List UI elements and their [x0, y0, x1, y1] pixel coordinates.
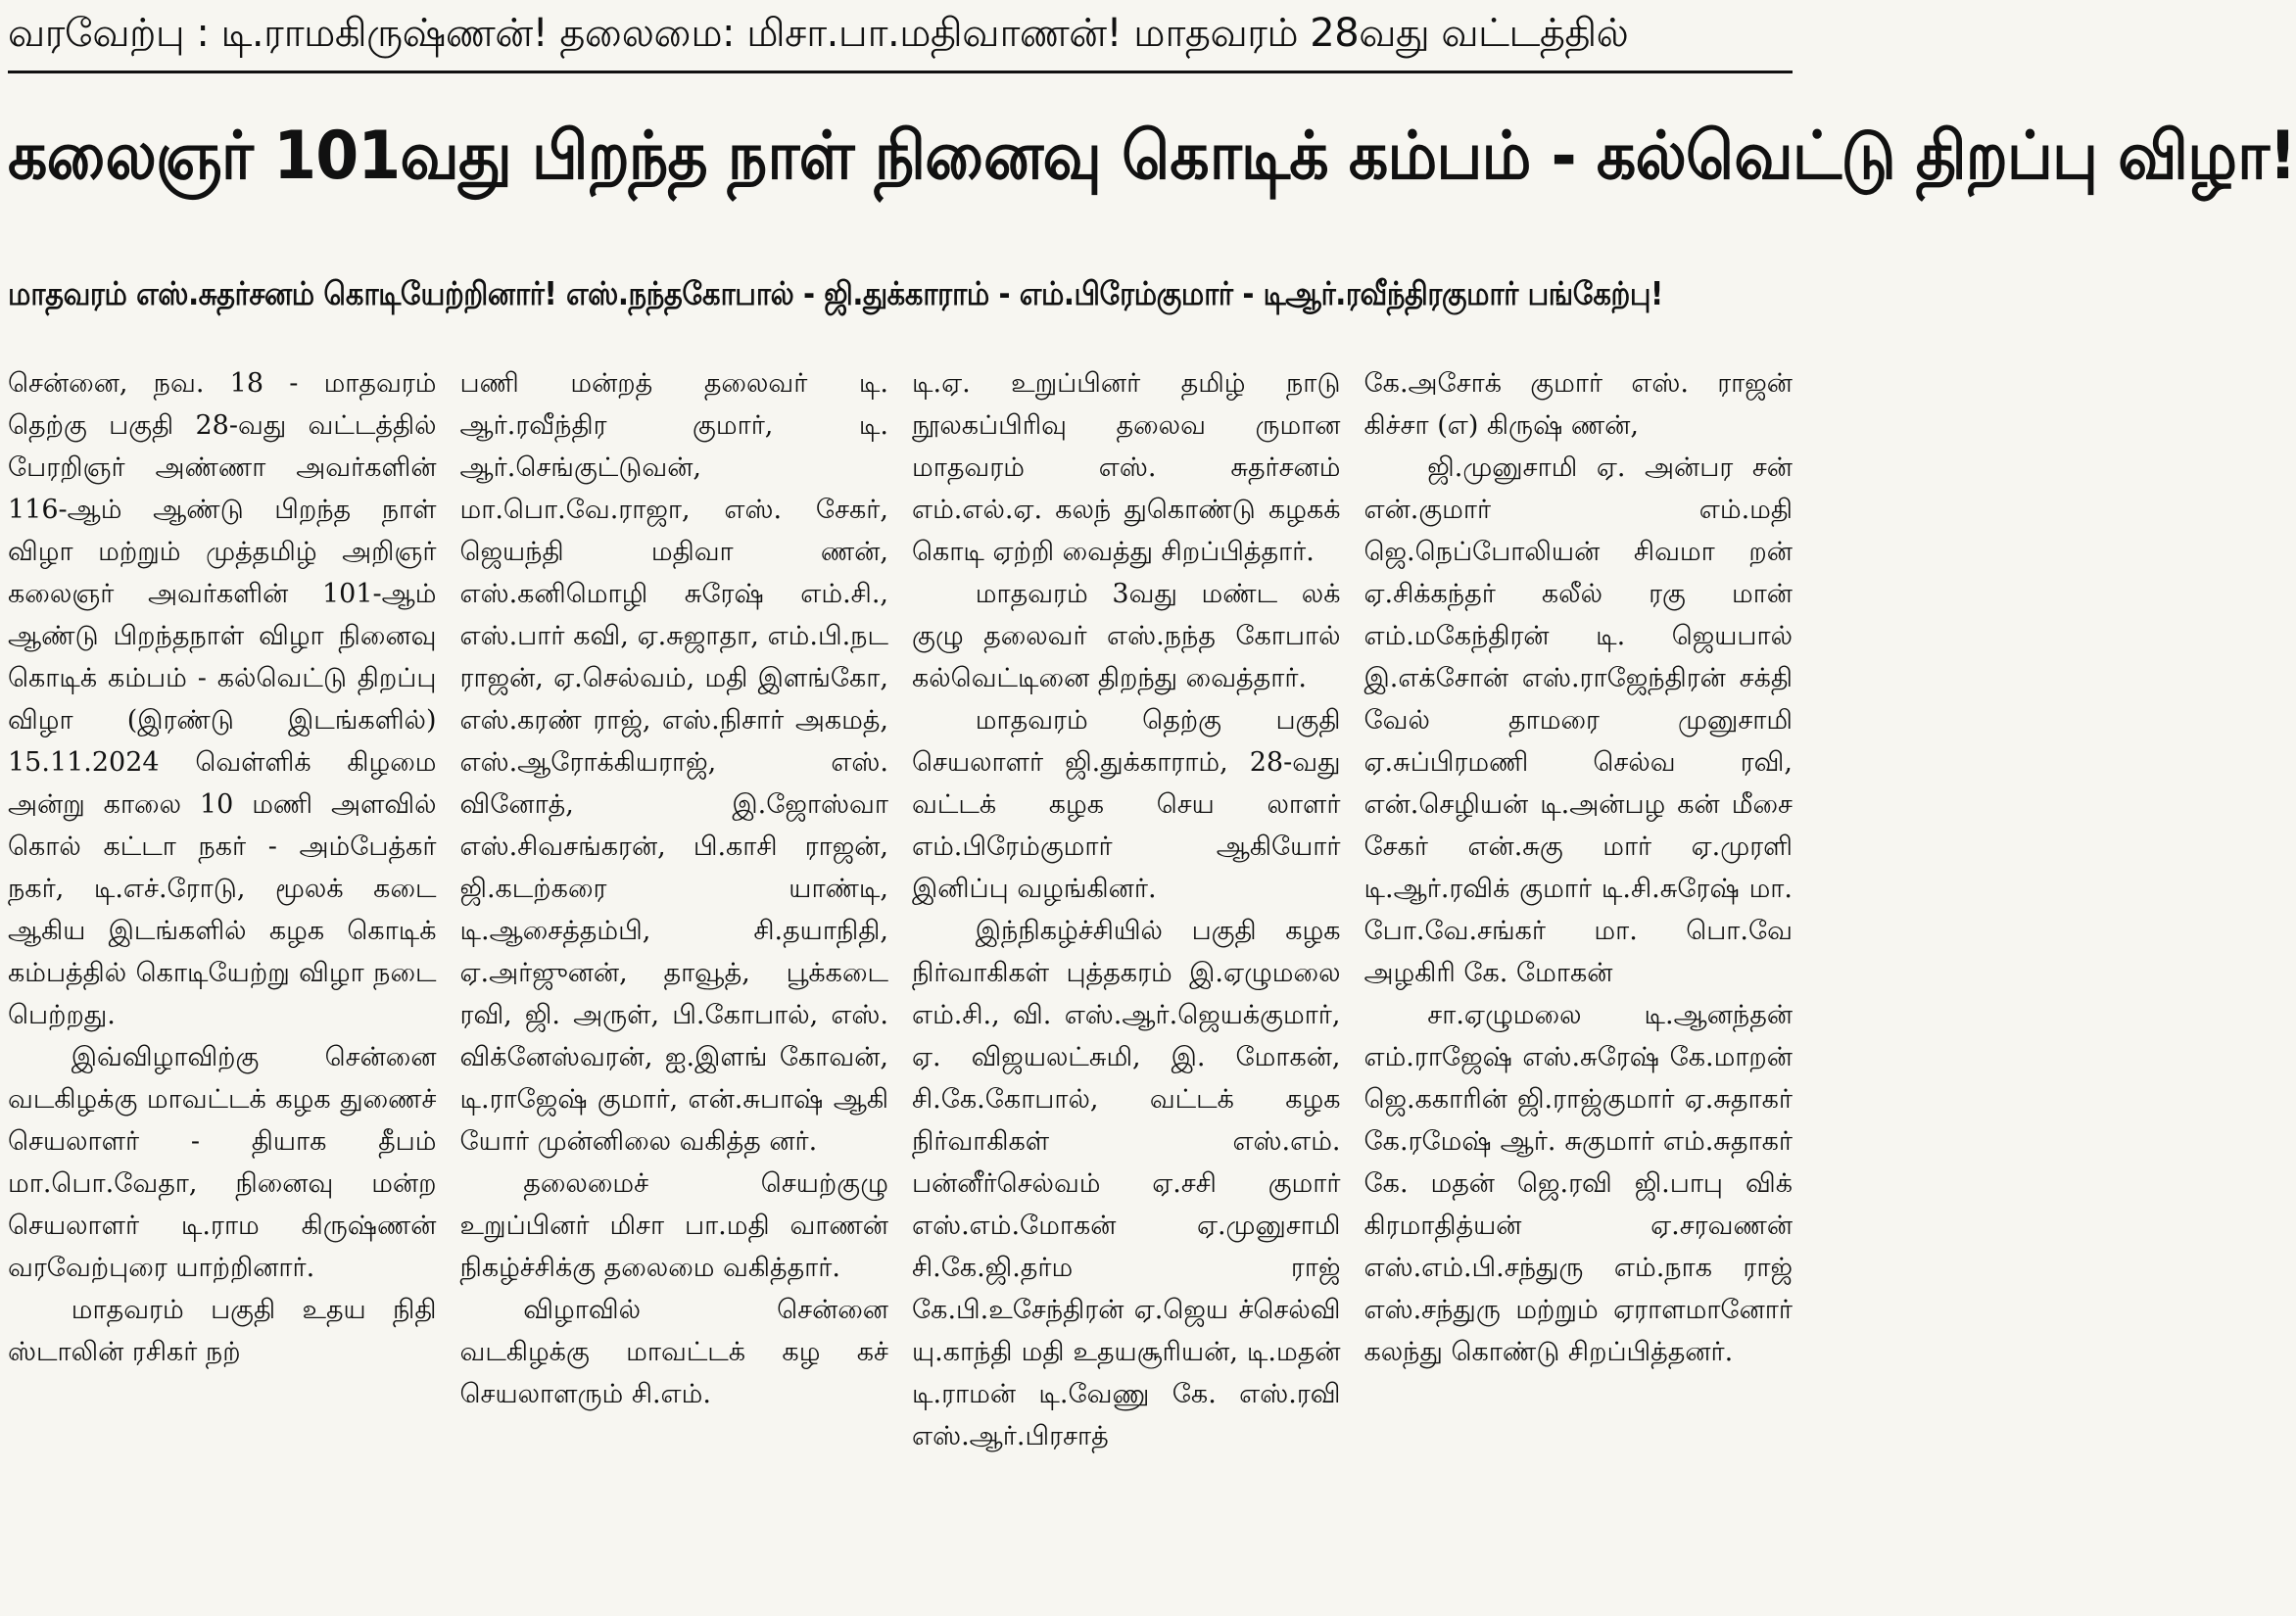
subheadline: மாதவரம் எஸ்.சுதர்சனம் கொடியேற்றினார்! எஸ்.நந்தகோபால் - ஜி.துக்காராம் - எம்.பிரேம்குமார் - டிஆர்.ரவீந்திரகுமார் பங்கேற்பு!: [8, 274, 1663, 312]
paragraph: தலைமைச் செயற்குழு உறுப்பினர் மிசா பா.மதி வாணன் நிகழ்ச்சிக்கு தலைமை வகித்தார்.: [459, 1168, 888, 1283]
headline: கலைஞர் 101வது பிறந்த நாள் நினைவு கொடிக் கம்பம் - கல்வெட்டு திறப்பு விழா!: [8, 118, 2296, 195]
paragraph: இந்நிகழ்ச்சியில் பகுதி கழக நிர்வாகிகள் புத்தகரம் இ.ஏழுமலை எம்.சி., வி. எஸ்.ஆர்.ஜெயக்குமார், ஏ. விஜயலட்சுமி, இ. மோகன், சி.கே.கோபால், வட்டக் கழக நிர்வாகிகள் எஸ்.எம். பன்னீர்செல்வம் ஏ.சசி குமார் எஸ்.எம்.மோகன் ஏ.முனுசாமி சி.கே.ஜி.தர்ம ராஜ் கே.பி.உசேந்திரன் ஏ.ஜெய ச்செல்வி யு.காந்தி மதி உதயசூரியன், டி.மதன் டி.ராமன் டி.வேணு கே. எஸ்.ரவி எஸ்.ஆர்.பிரசாத்: [912, 916, 1341, 1451]
paragraph: பணி மன்றத் தலைவர் டி. ஆர்.ரவீந்திர குமார், டி. ஆர்.செங்குட்டுவன், மா.பொ.வே.ராஜா, எஸ். சேகர், ஜெயந்தி மதிவா ணன், எஸ்.கனிமொழி சுரேஷ் எம்.சி., எஸ்.பார் கவி, ஏ.சுஜாதா, எம்.பி.நட ராஜன், ஏ.செல்வம், மதி இளங்கோ, எஸ்.கரண் ராஜ், எஸ்.நிசார் அகமத், எஸ்.ஆரோக்கியராஜ், எஸ். வினோத், இ.ஜோஸ்வா எஸ்.சிவசங்கரன், பி.காசி ராஜன், ஜி.கடற்கரை யாண்டி, டி.ஆசைத்தம்பி, சி.தயாநிதி, ஏ.அர்ஜுனன், தாவூத், பூக்கடை ரவி, ஜி. அருள், பி.கோபால், எஸ். விக்னேஸ்வரன், ஐ.இளங் கோவன், டி.ராஜேஷ் குமார், என்.சுபாஷ் ஆகி யோர் முன்னிலை வகித்த னர்.: [459, 368, 888, 1157]
kicker-line: வரவேற்பு : டி.ராமகிருஷ்ணன்! தலைமை: மிசா.பா.மதிவாணன்! மாதவரம் 28வது வட்டத்தில்: [8, 11, 1629, 56]
paragraph: மாதவரம் பகுதி உதய நிதி ஸ்டாலின் ரசிகர் நற்: [8, 1295, 437, 1367]
article-body: [8, 362, 1793, 1611]
article-column-3: [912, 362, 1341, 1611]
paragraph: கே.அசோக் குமார் எஸ். ராஜன் கிச்சா (எ) கிருஷ் ணன்,: [1363, 368, 1793, 441]
paragraph: சா.ஏழுமலை டி.ஆனந்தன் எம்.ராஜேஷ் எஸ்.சுரேஷ் கே.மாறன் ஜெ.ககாரின் ஜி.ராஜ்குமார் ஏ.சுதாகர் கே.ரமேஷ் ஆர். சுகுமார் எம்.சுதாகர் கே. மதன் ஜெ.ரவி ஜி.பாபு விக் கிரமாதித்யன் ஏ.சரவணன் எஸ்.எம்.பி.சந்துரு எம்.நாக ராஜ் எஸ்.சந்துரு மற்றும் ஏராளமானோர் கலந்து கொண்டு சிறப்பித்தனர்.: [1363, 1000, 1793, 1367]
paragraph: மாதவரம் தெற்கு பகுதி செயலாளர் ஜி.துக்காராம், 28-வது வட்டக் கழக செய லாளர் எம்.பிரேம்குமார் ஆகியோர் இனிப்பு வழங்கினர்.: [912, 705, 1341, 904]
paragraph: ஜி.முனுசாமி ஏ. அன்பர சன் என்.குமார் எம்.மதி ஜெ.நெப்போலியன் சிவமா றன் ஏ.சிக்கந்தர் கலீல் ரகு மான் எம்.மகேந்திரன் டி. ஜெயபால் இ.எக்சோன் எஸ்.ராஜேந்திரன் சக்தி வேல் தாமரை முனுசாமி ஏ.சுப்பிரமணி செல்வ ரவி, என்.செழியன் டி.அன்பழ கன் மீசை சேகர் என்.சுகு மார் ஏ.முரளி டி.ஆர்.ரவிக் குமார் டி.சி.சுரேஷ் மா. போ.வே.சங்கர் மா. பொ.வே அழகிரி கே. மோகன்: [1363, 452, 1793, 988]
kicker-rule: [8, 71, 1793, 73]
paragraph: டி.ஏ. உறுப்பினர் தமிழ் நாடு நூலகப்பிரிவு தலைவ ருமான மாதவரம் எஸ். சுதர்சனம் எம்.எல்.ஏ. கலந் துகொண்டு கழகக் கொடி ஏற்றி வைத்து சிறப்பித்தார்.: [912, 368, 1341, 567]
article-column-1: [8, 362, 437, 1611]
paragraph: இவ்விழாவிற்கு சென்னை வடகிழக்கு மாவட்டக் கழக துணைச் செயலாளர் - தியாக தீபம் மா.பொ.வேதா, நினைவு மன்ற செயலாளர் டி.ராம கிருஷ்ணன் வரவேற்புரை யாற்றினார்.: [8, 1042, 437, 1283]
paragraph: சென்னை, நவ. 18 - மாதவரம் தெற்கு பகுதி 28-வது வட்டத்தில் பேரறிஞர் அண்ணா அவர்களின் 116-ஆம் ஆண்டு பிறந்த நாள் விழா மற்றும் முத்தமிழ் அறிஞர் கலைஞர் அவர்களின் 101-ஆம் ஆண்டு பிறந்தநாள் விழா நினைவு கொடிக் கம்பம் - கல்வெட்டு திறப்பு விழா (இரண்டு இடங்களில்) 15.11.2024 வெள்ளிக் கிழமை அன்று காலை 10 மணி அளவில் கொல் கட்டா நகர் - அம்பேத்கர் நகர், டி.எச்.ரோடு, மூலக் கடை ஆகிய இடங்களில் கழக கொடிக் கம்பத்தில் கொடியேற்று விழா நடை பெற்றது.: [8, 368, 437, 1030]
paragraph: விழாவில் சென்னை வடகிழக்கு மாவட்டக் கழ கச் செயலாளரும் சி.எம்.: [459, 1295, 888, 1409]
article-column-2: [460, 362, 889, 1611]
article-column-4: [1364, 362, 1794, 1611]
paragraph: மாதவரம் 3வது மண்ட லக் குழு தலைவர் எஸ்.நந்த கோபால் கல்வெட்டினை திறந்து வைத்தார்.: [912, 579, 1341, 693]
